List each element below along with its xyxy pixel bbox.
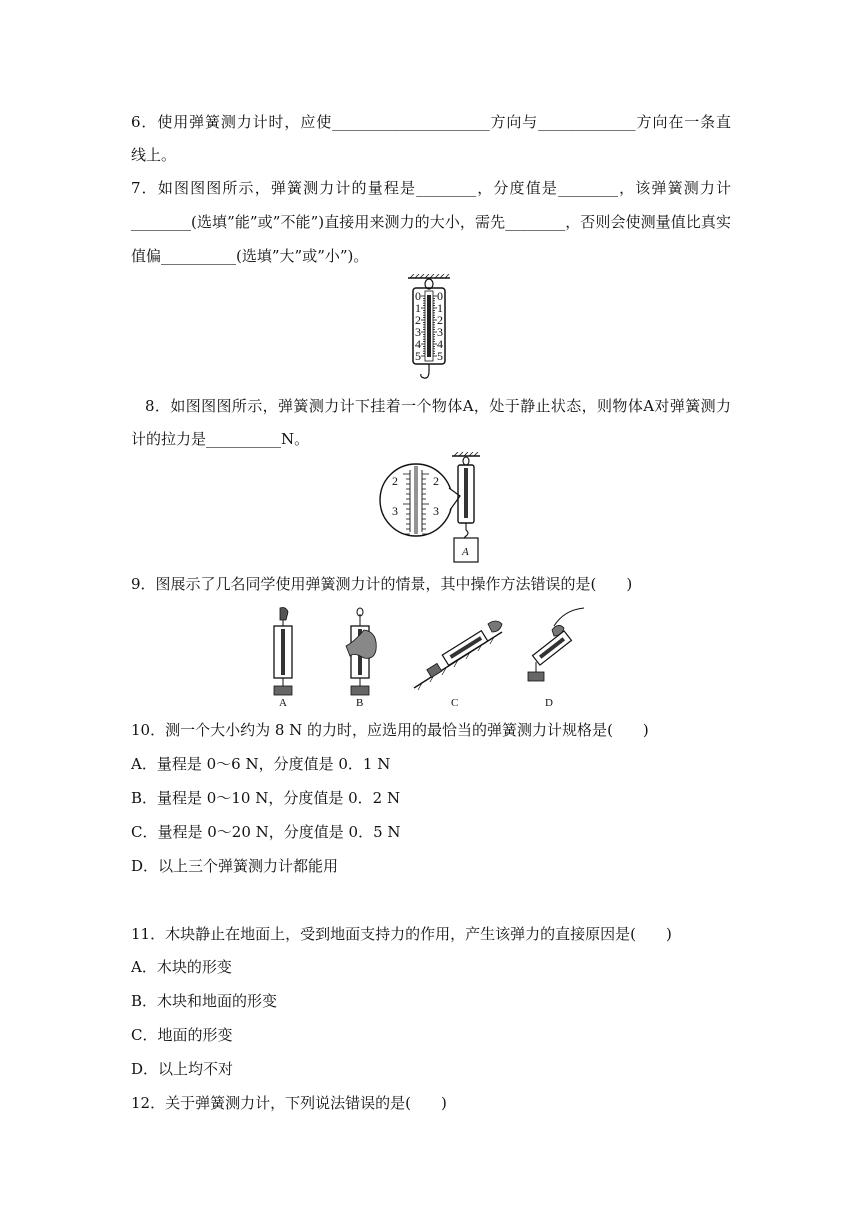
q7-label-right-1: 1 — [437, 301, 443, 315]
q10-option-d: D．以上三个弹簧测力计都能用 — [131, 857, 339, 875]
q9-figure-b — [346, 608, 376, 708]
q7-label-left-0: 0 — [415, 289, 421, 303]
q11-option-a: A．木块的形变 — [131, 958, 232, 976]
q7-label-right-3: 3 — [437, 325, 443, 339]
q7-label-left-1: 1 — [415, 301, 421, 315]
q10-option-b: B．量程是 0～10 N，分度值是 0．2 N — [131, 789, 401, 807]
q7-line-1: 7．如图图图所示，弹簧测力计的量程是________，分度值是________，该弹簧测力计 — [131, 179, 731, 197]
q6-line-1: 6．使用弹簧测力计时，应使_____________________方向与_____________方向在一条直 — [131, 113, 731, 131]
q7-label-right-5: 5 — [437, 349, 443, 363]
q11-stem: 11．木块静止在地面上，受到地面支持力的作用，产生该弹力的直接原因是( ) — [131, 925, 672, 943]
q9-label-a: A — [279, 697, 287, 708]
q7-line-3: 值偏__________(选填”大”或”小”)。 — [131, 247, 369, 265]
q7-label-left-4: 4 — [415, 337, 421, 351]
q8-line-2: 计的拉力是__________N。 — [131, 430, 310, 448]
q7-label-right-0: 0 — [437, 289, 443, 303]
q7-label-right-2: 2 — [437, 313, 443, 327]
q7-label-left-2: 2 — [415, 313, 421, 327]
q9-figure-d — [528, 608, 584, 708]
q7-label-left-5: 5 — [415, 349, 421, 363]
q8-zoom-label-right-2: 2 — [433, 474, 439, 488]
q10-option-a: A．量程是 0～6 N，分度值是 0．1 N — [131, 755, 391, 773]
q7-label-right-4: 4 — [437, 337, 443, 351]
q8-zoom-label-left-3: 3 — [392, 504, 398, 518]
q10-stem: 10．测一个大小约为 8 N 的力时，应选用的最恰当的弹簧测力计规格是( ) — [131, 721, 649, 739]
q9-scenarios-figure — [252, 604, 592, 708]
q9-label-d: D — [545, 697, 553, 708]
q7-spring-scale-figure — [400, 274, 460, 386]
q11-option-c: C．地面的形变 — [131, 1026, 233, 1044]
q8-zoom-label-right-3: 3 — [433, 504, 439, 518]
q7-line-2: ________(选填”能”或”不能”)直接用来测力的大小，需先________，否则会使测量值比真实 — [131, 213, 731, 231]
q9-line-1: 9．图展示了几名同学使用弹簧测力计的情景，其中操作方法错误的是( ) — [131, 575, 633, 593]
q9-label-c: C — [451, 697, 459, 708]
q9-figure-a — [274, 608, 292, 709]
q11-option-d: D．以上均不对 — [131, 1060, 234, 1078]
q8-line-1: 8．如图图图所示，弹簧测力计下挂着一个物体A，处于静止状态，则物体A对弹簧测力 — [145, 397, 731, 415]
q8-spring-scale-figure — [378, 452, 488, 564]
q9-label-b: B — [356, 697, 364, 708]
q8-block-label: A — [462, 546, 469, 558]
q7-label-left-3: 3 — [415, 325, 421, 339]
q11-option-b: B．木块和地面的形变 — [131, 992, 278, 1010]
q10-option-c: C．量程是 0～20 N，分度值是 0．5 N — [131, 823, 401, 841]
q8-zoom-label-left-2: 2 — [392, 474, 398, 488]
q6-line-2: 线上。 — [131, 146, 177, 164]
q9-figure-c — [414, 621, 502, 708]
q12-stem: 12．关于弹簧测力计，下列说法错误的是( ) — [131, 1094, 447, 1112]
